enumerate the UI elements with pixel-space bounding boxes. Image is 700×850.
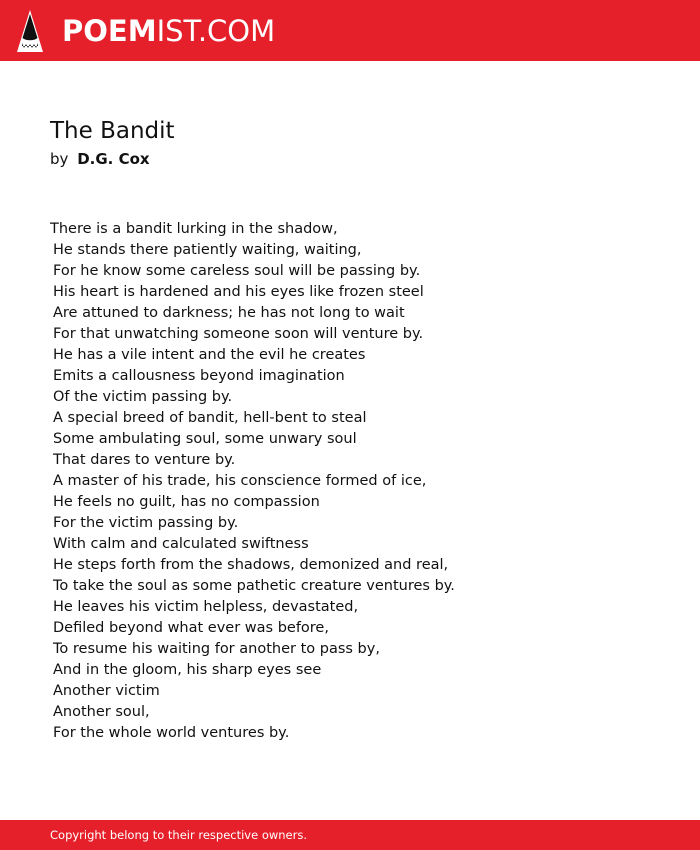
poem-line: With calm and calculated swiftness <box>53 536 309 552</box>
poem-line: He has a vile intent and the evil he creates <box>53 347 366 363</box>
poem-line: His heart is hardened and his eyes like frozen steel <box>53 284 424 300</box>
logo-text-bold: POEM <box>62 14 157 48</box>
poem-line: Emits a callousness beyond imagination <box>53 368 345 384</box>
poem-body <box>50 219 455 744</box>
poem-line: Of the victim passing by. <box>53 389 233 405</box>
poem-line: He feels no guilt, has no compassion <box>53 494 320 510</box>
poem-line: To resume his waiting for another to pass by, <box>53 641 380 657</box>
poem-line: Are attuned to darkness; he has not long to wait <box>53 305 405 321</box>
poem-line: For that unwatching someone soon will venture by. <box>53 326 424 342</box>
site-footer <box>0 820 700 850</box>
poem-line: Another soul, <box>53 704 150 720</box>
poem-line: For he know some careless soul will be passing by. <box>53 263 421 279</box>
poem-line: For the victim passing by. <box>53 515 239 531</box>
by-label: by <box>50 150 69 168</box>
poem-line: That dares to venture by. <box>53 452 236 468</box>
byline <box>50 149 150 169</box>
site-logo[interactable] <box>62 13 275 49</box>
poem-line: Defiled beyond what ever was before, <box>53 620 329 636</box>
poem-title: The Bandit <box>50 118 175 144</box>
pen-nib-icon[interactable] <box>17 10 43 52</box>
poem-line: He stands there patiently waiting, waiting, <box>53 242 362 258</box>
poem-line: For the whole world ventures by. <box>53 725 290 741</box>
copyright-text: Copyright belong to their respective owners. <box>50 828 308 842</box>
poem-line: He steps forth from the shadows, demonized and real, <box>53 557 449 573</box>
poem-line: There is a bandit lurking in the shadow, <box>50 221 338 237</box>
logo-text-light: IST.COM <box>156 14 276 48</box>
poem-line: A master of his trade, his conscience formed of ice, <box>53 473 427 489</box>
poem-line: Another victim <box>53 683 160 699</box>
author-name: D.G. Cox <box>77 150 150 168</box>
poem-line: And in the gloom, his sharp eyes see <box>53 662 322 678</box>
poem-line: A special breed of bandit, hell-bent to steal <box>53 410 367 426</box>
poem-line: To take the soul as some pathetic creature ventures by. <box>53 578 455 594</box>
site-header <box>0 0 700 61</box>
poem-line: Some ambulating soul, some unwary soul <box>53 431 357 447</box>
poem-line: He leaves his victim helpless, devastated, <box>53 599 359 615</box>
